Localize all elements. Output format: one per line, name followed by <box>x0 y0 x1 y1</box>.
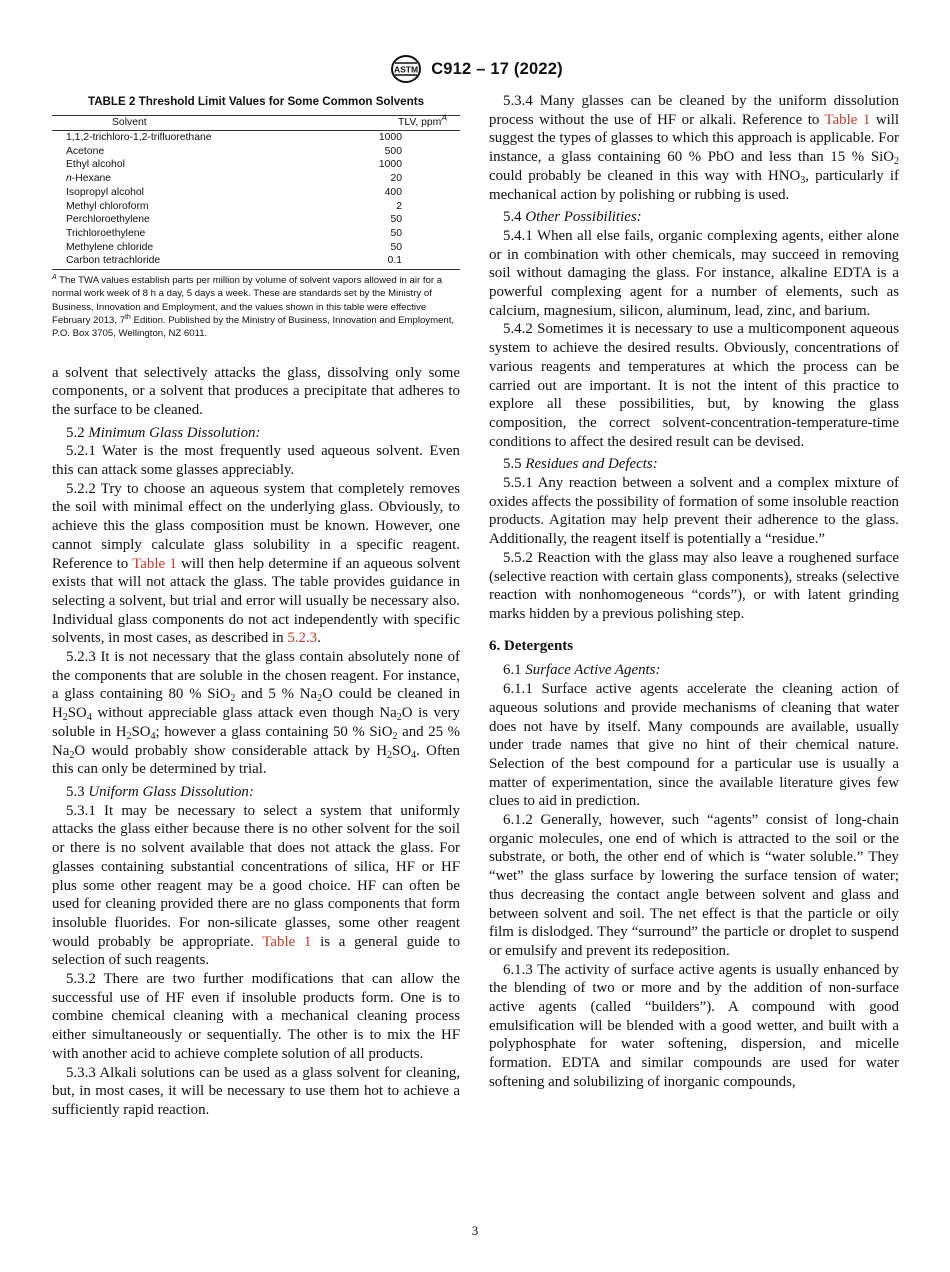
table-row <box>52 254 460 269</box>
paragraph-5-3-1: 5.3.1 It may be necessary to select a system that uniformly attacks the glass either because there is no other solvent for the soil or there is no solvent available that does not attack the glass. For glasses containing substantial concentrations of silica, HF or HF plus some other reagent may be a good choice. HF can often be used for cleaning provided there are no glass components that form insoluble fluorides. For non-silicate glasses, some other reagent would probably be appropriate. Table 1 is a general guide to selection of such reagents. <box>52 802 461 969</box>
paragraph-5-2-2: 5.2.2 Try to choose an aqueous system that completely removes the soil with minimal effect on the underlying glass. Obviously, to achieve this the glass composition must be known. However, one cannot simply calculate glass solubility in a specific reagent. Reference to Table 1 will then help determine if an aqueous solvent exists that will not attack the glass. The table provides guidance in selecting a solvent, but trial and error will usually be necessary also. Individual glass components do not act independently with specific solvents, in most cases, as described in 5.2.3. <box>52 480 460 647</box>
paragraph-5-3-2: 5.3.2 There are two further modifications that can allow the successful use of HF even if insoluble products form. One is to combine chemical cleaning with a mechanical cleaning process either simultaneously or sequentially. The other is to mix the HF with another acid to achieve complete solution of all products. <box>52 971 460 1062</box>
paragraph-5-3-4: 5.3.4 Many glasses can be cleaned by the uniform dissolution process without the use of HF or alkali. Reference to Table 1 will suggest the types of glasses to which this approach is applicable. For instance, a glass containing 60 % PbO and less than 15 % SiO$_2$ could probably be cleaned in this way with $HNO_3$, particularly if mechanical action by polishing or rubbing is used. <box>489 93 899 203</box>
tlv-table <box>52 112 460 270</box>
tlv-cell: 400 <box>384 186 402 198</box>
tlv-cell: 500 <box>384 145 402 157</box>
solvent-cell: Ethyl alcohol <box>66 159 125 171</box>
table-row <box>52 200 460 214</box>
left-column <box>52 92 460 1120</box>
tlv-cell: 20 <box>390 173 402 185</box>
paragraph-6-1-1: 6.1.1 Surface active agents accelerate the cleaning action of aqueous solutions and provide mechanisms of cleaning that water does not have by itself. Many compounds are available, usually under trade names that give no hint of their chemical nature. Selection of the best compound for a particular use is usually a matter of experimentation, since the available literature gives few clues to aid in prediction. <box>489 681 899 810</box>
paragraph-continuation: a solvent that selectively attacks the glass, dissolving only some components, or a solvent that produces a precipitate that adheres to the surface to be cleaned. <box>52 364 460 418</box>
paragraph-6-1-3: 6.1.3 The activity of surface active agents is usually enhanced by the blending of two or more and by the addition of non-surface active agents (called “builders”). A compound with good emulsification will be blended with a good wetter, and built with a polyphosphate for water softening, dispersion, and micelle formation. EDTA and similar compounds are used for water softening and solubilizing of inorganic compounds, <box>489 961 899 1090</box>
tlv-cell: 50 <box>390 227 402 239</box>
astm-logo-icon <box>387 54 425 84</box>
solvent-cell: Perchloroethylene <box>66 214 150 226</box>
document-designation: C912 – 17 (2022) <box>431 59 563 78</box>
section-5-2-heading: 5.2 Minimum Glass Dissolution: <box>66 424 261 441</box>
solvent-cell: Acetone <box>66 145 105 157</box>
tlv-cell: 0.1 <box>346 254 460 269</box>
table-row <box>52 158 460 172</box>
tlv-cell: 1000 <box>378 159 402 171</box>
section-5-5-heading: 5.5 Residues and Defects: <box>503 456 658 473</box>
tlv-cell: 50 <box>390 214 402 226</box>
section-5-2-3-link[interactable]: 5.2.3 <box>287 630 318 647</box>
solvent-cell: n-Hexane <box>66 173 112 185</box>
table-row <box>52 241 460 255</box>
table-body <box>52 131 460 270</box>
solvent-cell: Methylene chloride <box>66 241 154 253</box>
table-header-row <box>52 116 460 131</box>
table-row <box>52 186 460 200</box>
page-number: 3 <box>471 1223 479 1238</box>
paragraph-5-4-1: 5.4.1 When all else fails, organic complexing agents, either alone or in combination with other chemicals, may succeed in removing soil without damaging the glass. For instance, alkaline EDTA is a powerful complexing agent for a number of elements, such as calcium, magnesium, silicon, aluminum, lead, zinc, and barium. <box>489 227 899 319</box>
paragraph-6-1-2: 6.1.2 Generally, however, such “agents” consist of long-chain organic molecules, one end of which is attracted to the soil or the substrate, or both, the other end of which is “water soluble.” They “wet” the glass surface by lowering the surface tension of water; thus decreasing the contact angle between solvent and glass and between solvent and soil. The net effect is that the particle or oily film is dislodged. They “surround” the particle or droplet to suspend or emulsify and prevent its redeposition. <box>489 812 899 959</box>
section-5-4-heading: 5.4 Other Possibilities: <box>503 209 642 226</box>
table-1-link[interactable]: Table 1 <box>132 555 177 572</box>
tlv-cell: 50 <box>390 241 402 253</box>
paragraph-5-5-1: 5.5.1 Any reaction between a solvent and a complex mixture of oxides affects the possibility of formation of some insoluble reaction products. Agitation may help prevent their adherence to the glass. Additionally, the reagent itself is potentially a “residue.” <box>489 475 899 548</box>
table-row <box>52 131 460 145</box>
paragraph-5-2-3: 5.2.3 It is not necessary that the glass contain absolutely none of the components that are soluble in the chosen reagent. For instance, a glass containing 80 % SiO$_2$ and 5 % $Na_2O$ could be cleaned in $H_2SO_4$ without appreciable glass attack even though $Na_2O$ is very soluble in $H_2SO_4$; however a glass containing 50 % SiO$_2$ and 25 % $Na_2O$ would probably show considerable attack by $H_2SO_4$. Often this can only be determined by trial. <box>52 649 461 778</box>
solvent-cell: Methyl chloroform <box>66 200 149 212</box>
column-header-tlv: TLV, ppm$^A$ <box>346 116 460 131</box>
table-row <box>52 172 460 186</box>
paragraph-5-2-1: 5.2.1 Water is the most frequently used aqueous solvent. Even this can attack some glasses appreciably. <box>52 443 460 479</box>
page-header <box>0 54 950 84</box>
table-footnote: $^A$ The TWA values establish parts per million by volume of solvent vapors allowed in air for a normal work week of 8 h a day, 5 days a week. These are standards set by the Ministry of Business, Innovation and Employment, and the values shown in this table were effective February 2013, 7th Edition. Published by the Ministry of Business, Innovation and Employment, P.O. Box 3705, Wellington, NZ 6011. <box>52 273 455 340</box>
paragraph-5-3-3: 5.3.3 Alkali solutions can be used as a glass solvent for cleaning, but, in most cases, it will be necessary to use them hot to achieve a sufficiently rapid reaction. <box>52 1064 460 1118</box>
table-row <box>52 213 460 227</box>
section-6-1-heading: 6.1 Surface Active Agents: <box>503 662 661 679</box>
solvent-cell: Isopropyl alcohol <box>66 186 144 198</box>
tlv-cell: 1000 <box>378 132 402 143</box>
solvent-cell: Trichloroethylene <box>66 227 146 239</box>
paragraph-5-5-2: 5.5.2 Reaction with the glass may also leave a roughened surface (selective reaction with certain glass components), streaks (selective reaction with nonhomogeneous “cords”), or with latent grinding marks hidden by a previous polishing step. <box>489 549 899 622</box>
tlv-cell: 2 <box>396 200 402 212</box>
solvent-cell: Carbon tetrachloride <box>52 254 346 269</box>
solvent-cell: 1,1,2-trichloro-1,2-trifluorethane <box>66 132 212 143</box>
section-6-heading: 6. Detergents <box>489 637 574 654</box>
right-column <box>489 92 899 1092</box>
table-row <box>52 145 460 159</box>
table-title: TABLE 2 Threshold Limit Values for Some Common Solvents <box>87 95 425 108</box>
section-5-3-heading: 5.3 Uniform Glass Dissolution: <box>66 783 254 800</box>
svg-text:ASTM: ASTM <box>394 64 419 75</box>
column-header-solvent: Solvent <box>52 116 346 131</box>
table-1-link[interactable]: Table 1 <box>262 933 312 950</box>
paragraph-5-4-2: 5.4.2 Sometimes it is necessary to use a multicomponent aqueous system to achieve the desired results. Obviously, concentrations of various reagents and temperatures at which the process can be carried out are important. It is not the intent of this practice to explore all these possibilities, but, by knowing the glass composition, the correct solvent-concentration-temperature-time conditions to affect the desired result can be devised. <box>489 321 899 450</box>
left-body-text <box>52 364 460 1120</box>
table-row <box>52 227 460 241</box>
table-1-link[interactable]: Table 1 <box>824 111 871 128</box>
